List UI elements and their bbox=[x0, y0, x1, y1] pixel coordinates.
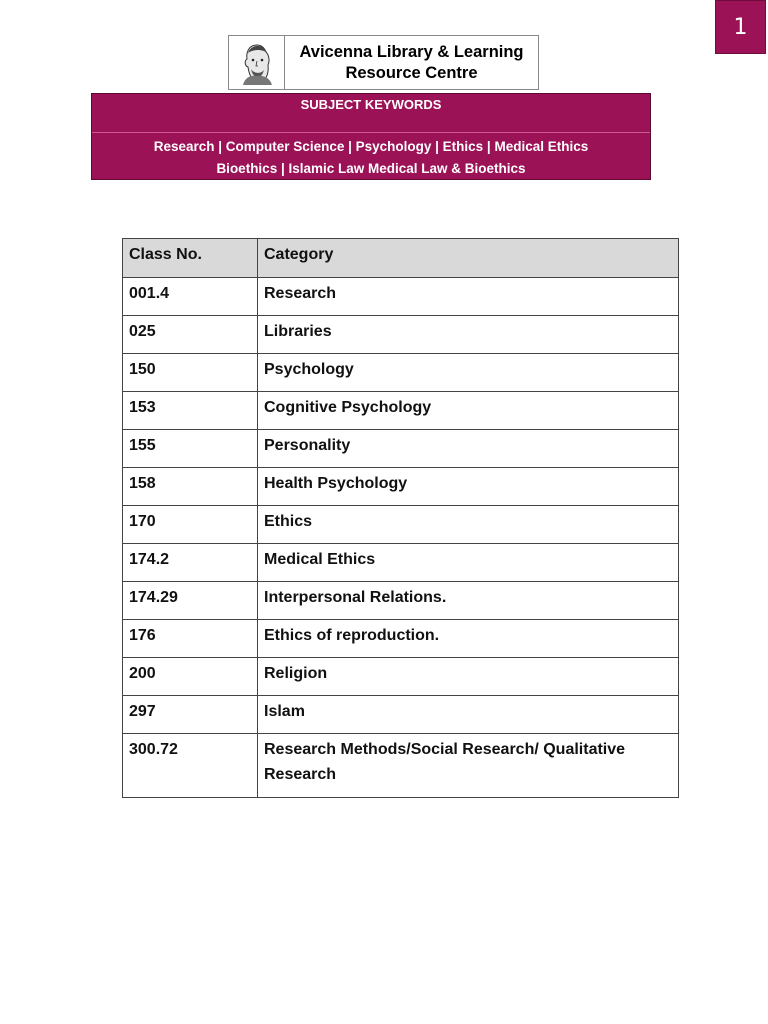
table-row bbox=[123, 316, 679, 354]
table-header-row bbox=[123, 239, 679, 278]
logo-line-1: Avicenna Library & Learning bbox=[299, 42, 524, 61]
category-cell: Ethics bbox=[258, 506, 679, 544]
table-row bbox=[123, 582, 679, 620]
table-row bbox=[123, 544, 679, 582]
category-cell: Health Psychology bbox=[258, 468, 679, 506]
table-row bbox=[123, 430, 679, 468]
page-number: 1 bbox=[733, 14, 748, 40]
category-cell: Personality bbox=[258, 430, 679, 468]
category-cell: Islam bbox=[258, 696, 679, 734]
logo-text bbox=[285, 36, 538, 89]
class-no-cell: 150 bbox=[123, 354, 258, 392]
table-row bbox=[123, 392, 679, 430]
table-row bbox=[123, 658, 679, 696]
category-cell: Ethics of reproduction. bbox=[258, 620, 679, 658]
category-cell: Psychology bbox=[258, 354, 679, 392]
class-no-cell: 174.29 bbox=[123, 582, 258, 620]
table-row bbox=[123, 278, 679, 316]
classification-table bbox=[122, 238, 679, 798]
category-cell: Cognitive Psychology bbox=[258, 392, 679, 430]
category-cell: Libraries bbox=[258, 316, 679, 354]
table-row bbox=[123, 696, 679, 734]
class-no-cell: 300.72 bbox=[123, 734, 258, 798]
class-no-cell: 155 bbox=[123, 430, 258, 468]
header-class-no: Class No. bbox=[123, 239, 258, 278]
table-row bbox=[123, 620, 679, 658]
page-number-badge bbox=[715, 0, 766, 54]
class-no-cell: 297 bbox=[123, 696, 258, 734]
banner-title: SUBJECT KEYWORDS bbox=[92, 94, 650, 133]
keywords-line-1: Research | Computer Science | Psychology | Ethics | Medical Ethics bbox=[153, 139, 589, 154]
library-logo bbox=[228, 35, 539, 90]
header-category: Category bbox=[258, 239, 679, 278]
class-no-cell: 170 bbox=[123, 506, 258, 544]
logo-line-2: Resource Centre bbox=[345, 63, 478, 82]
category-cell: Research bbox=[258, 278, 679, 316]
category-cell: Interpersonal Relations. bbox=[258, 582, 679, 620]
class-no-cell: 153 bbox=[123, 392, 258, 430]
table-row bbox=[123, 468, 679, 506]
category-cell: Research Methods/Social Research/ Qualitative Research bbox=[258, 734, 679, 798]
category-cell: Religion bbox=[258, 658, 679, 696]
table-row bbox=[123, 734, 679, 798]
subject-keywords-banner bbox=[91, 93, 651, 180]
class-no-cell: 025 bbox=[123, 316, 258, 354]
class-no-cell: 174.2 bbox=[123, 544, 258, 582]
class-no-cell: 001.4 bbox=[123, 278, 258, 316]
class-no-cell: 176 bbox=[123, 620, 258, 658]
avicenna-portrait-icon bbox=[229, 36, 285, 89]
class-no-cell: 158 bbox=[123, 468, 258, 506]
category-cell: Medical Ethics bbox=[258, 544, 679, 582]
keywords-line-2: Bioethics | Islamic Law Medical Law & Bioethics bbox=[216, 161, 526, 176]
keywords-list bbox=[92, 133, 650, 180]
table-row bbox=[123, 354, 679, 392]
class-no-cell: 200 bbox=[123, 658, 258, 696]
table-row bbox=[123, 506, 679, 544]
